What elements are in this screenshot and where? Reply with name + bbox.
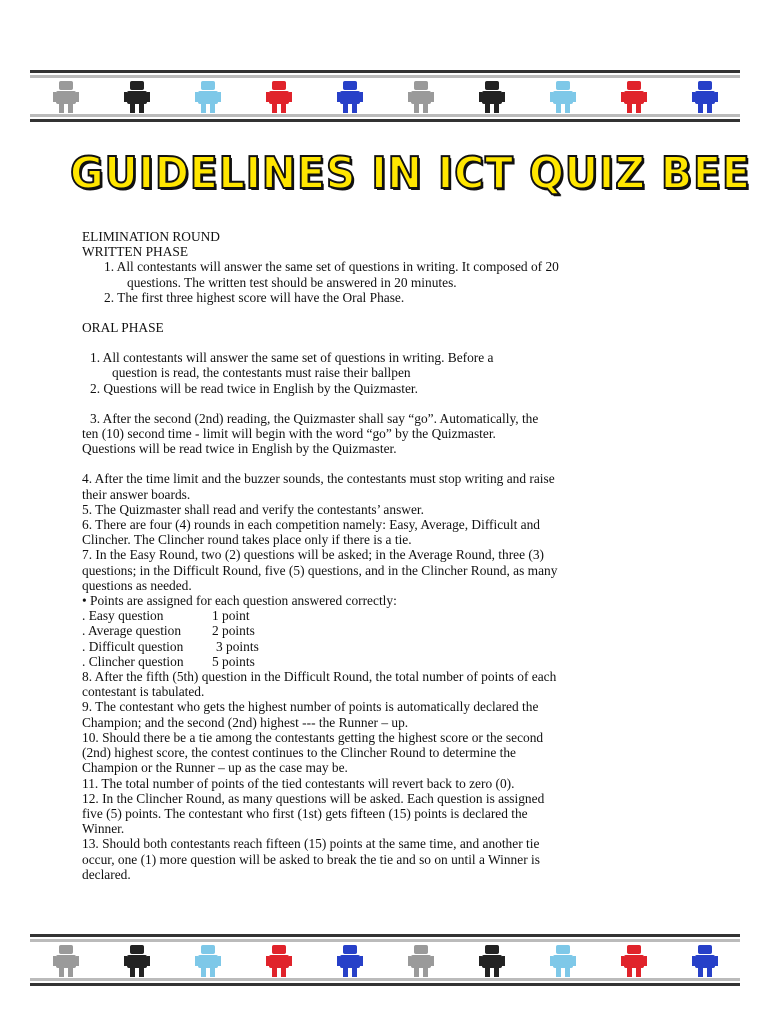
list-item-cont: questions; in the Difficult Round, five (5) questions, and in the Clincher Round, as many — [82, 562, 558, 578]
points-row — [82, 623, 642, 638]
list-item-cont: five (5) points. The contestant who first (1st) gets fifteen (15) points is declared the — [82, 805, 528, 821]
list-item: 10. Should there be a tie among the contestants getting the highest score or the second — [82, 729, 544, 745]
list-item: 5. The Quizmaster shall read and verify the contestants’ answer. — [82, 501, 424, 517]
list-item: 1. All contestants will answer the same set of questions in writing. Before a — [90, 350, 494, 366]
list-item: 9. The contestant who gets the highest number of points is automatically declared the — [82, 699, 539, 715]
section-heading: ORAL PHASE — [82, 320, 164, 336]
points-label: . Average question — [82, 623, 182, 639]
list-item-cont: Questions will be read twice in English by the Quizmaster. — [82, 441, 397, 457]
robot-icon — [408, 945, 434, 977]
list-item-cont: (2nd) highest score, the contest continues to the Clincher Round to determine the — [82, 745, 516, 761]
list-item-cont: questions. The written test should be answered in 20 minutes. — [127, 274, 457, 290]
robot-icon — [337, 81, 363, 113]
list-item: 13. Should both contestants reach fifteen (15) points at the same time, and another tie — [82, 836, 540, 852]
points-row — [82, 654, 642, 669]
robot-icon — [124, 81, 150, 113]
list-item: 4. After the time limit and the buzzer sounds, the contestants must stop writing and raise — [82, 471, 555, 487]
robot-icon — [621, 945, 647, 977]
robot-icon — [124, 945, 150, 977]
list-item-cont: Champion; and the second (2nd) highest --- the Runner – up. — [82, 714, 409, 730]
list-item: 6. There are four (4) rounds in each competition namely: Easy, Average, Difficult and — [82, 517, 540, 533]
list-item: 1. All contestants will answer the same set of questions in writing. It composed of 20 — [104, 259, 559, 275]
robot-icon — [266, 945, 292, 977]
points-value: 2 points — [212, 623, 255, 639]
robot-icon — [195, 81, 221, 113]
bottom-robot-border — [30, 932, 740, 988]
robot-icon — [550, 81, 576, 113]
top-robot-border — [30, 68, 740, 124]
robot-icon — [195, 945, 221, 977]
points-row — [82, 608, 642, 623]
robot-icon — [266, 81, 292, 113]
points-value: 5 points — [212, 653, 255, 669]
points-value: 1 point — [212, 608, 250, 624]
section-heading: ELIMINATION ROUND — [82, 229, 220, 244]
list-item-cont: ten (10) second time - limit will begin with the word “go” by the Quizmaster. — [82, 426, 496, 442]
robot-row — [30, 943, 740, 977]
robot-icon — [479, 945, 505, 977]
list-item-cont: their answer boards. — [82, 486, 191, 502]
list-item: 2. Questions will be read twice in English by the Quizmaster. — [90, 380, 419, 396]
list-item-cont: Champion or the Runner – up as the case may be. — [82, 760, 348, 776]
robot-icon — [692, 945, 718, 977]
robot-icon — [53, 945, 79, 977]
list-item: 3. After the second (2nd) reading, the Quizmaster shall say “go”. Automatically, the — [90, 410, 539, 426]
list-item-cont: occur, one (1) more question will be asked to break the tie and so on until a Winner is — [82, 851, 540, 867]
points-label: . Difficult question — [82, 638, 184, 654]
list-item: 7. In the Easy Round, two (2) questions will be asked; in the Average Round, three (3) — [82, 547, 545, 563]
guidelines-body — [82, 229, 642, 882]
list-item-cont: Winner. — [82, 821, 125, 837]
page-title: GUIDELINES IN ICT QUIZ BEE — [70, 148, 751, 199]
list-item-cont: Clincher. The Clincher round takes place only if there is a tie. — [82, 532, 412, 548]
section-subheading: WRITTEN PHASE — [82, 244, 189, 260]
robot-icon — [479, 81, 505, 113]
points-value: 3 points — [216, 638, 259, 654]
list-item: 12. In the Clincher Round, as many questions will be asked. Each question is assigned — [82, 790, 545, 806]
robot-icon — [692, 81, 718, 113]
robot-row — [30, 79, 740, 113]
list-item: 11. The total number of points of the tied contestants will revert back to zero (0). — [82, 775, 515, 791]
robot-icon — [621, 81, 647, 113]
points-label: . Easy question — [82, 608, 164, 624]
robot-icon — [550, 945, 576, 977]
list-item: 2. The first three highest score will have the Oral Phase. — [104, 289, 405, 305]
points-row — [82, 639, 642, 654]
list-item-cont: declared. — [82, 866, 131, 882]
list-item: 8. After the fifth (5th) question in the Difficult Round, the total number of points of each — [82, 669, 557, 685]
robot-icon — [337, 945, 363, 977]
list-item-cont: contestant is tabulated. — [82, 684, 205, 700]
list-item-cont: questions as needed. — [82, 577, 192, 593]
bullet-item: • Points are assigned for each question answered correctly: — [82, 593, 397, 609]
points-label: . Clincher question — [82, 653, 184, 669]
robot-icon — [53, 81, 79, 113]
list-item-cont: question is read, the contestants must raise their ballpen — [112, 365, 411, 381]
robot-icon — [408, 81, 434, 113]
